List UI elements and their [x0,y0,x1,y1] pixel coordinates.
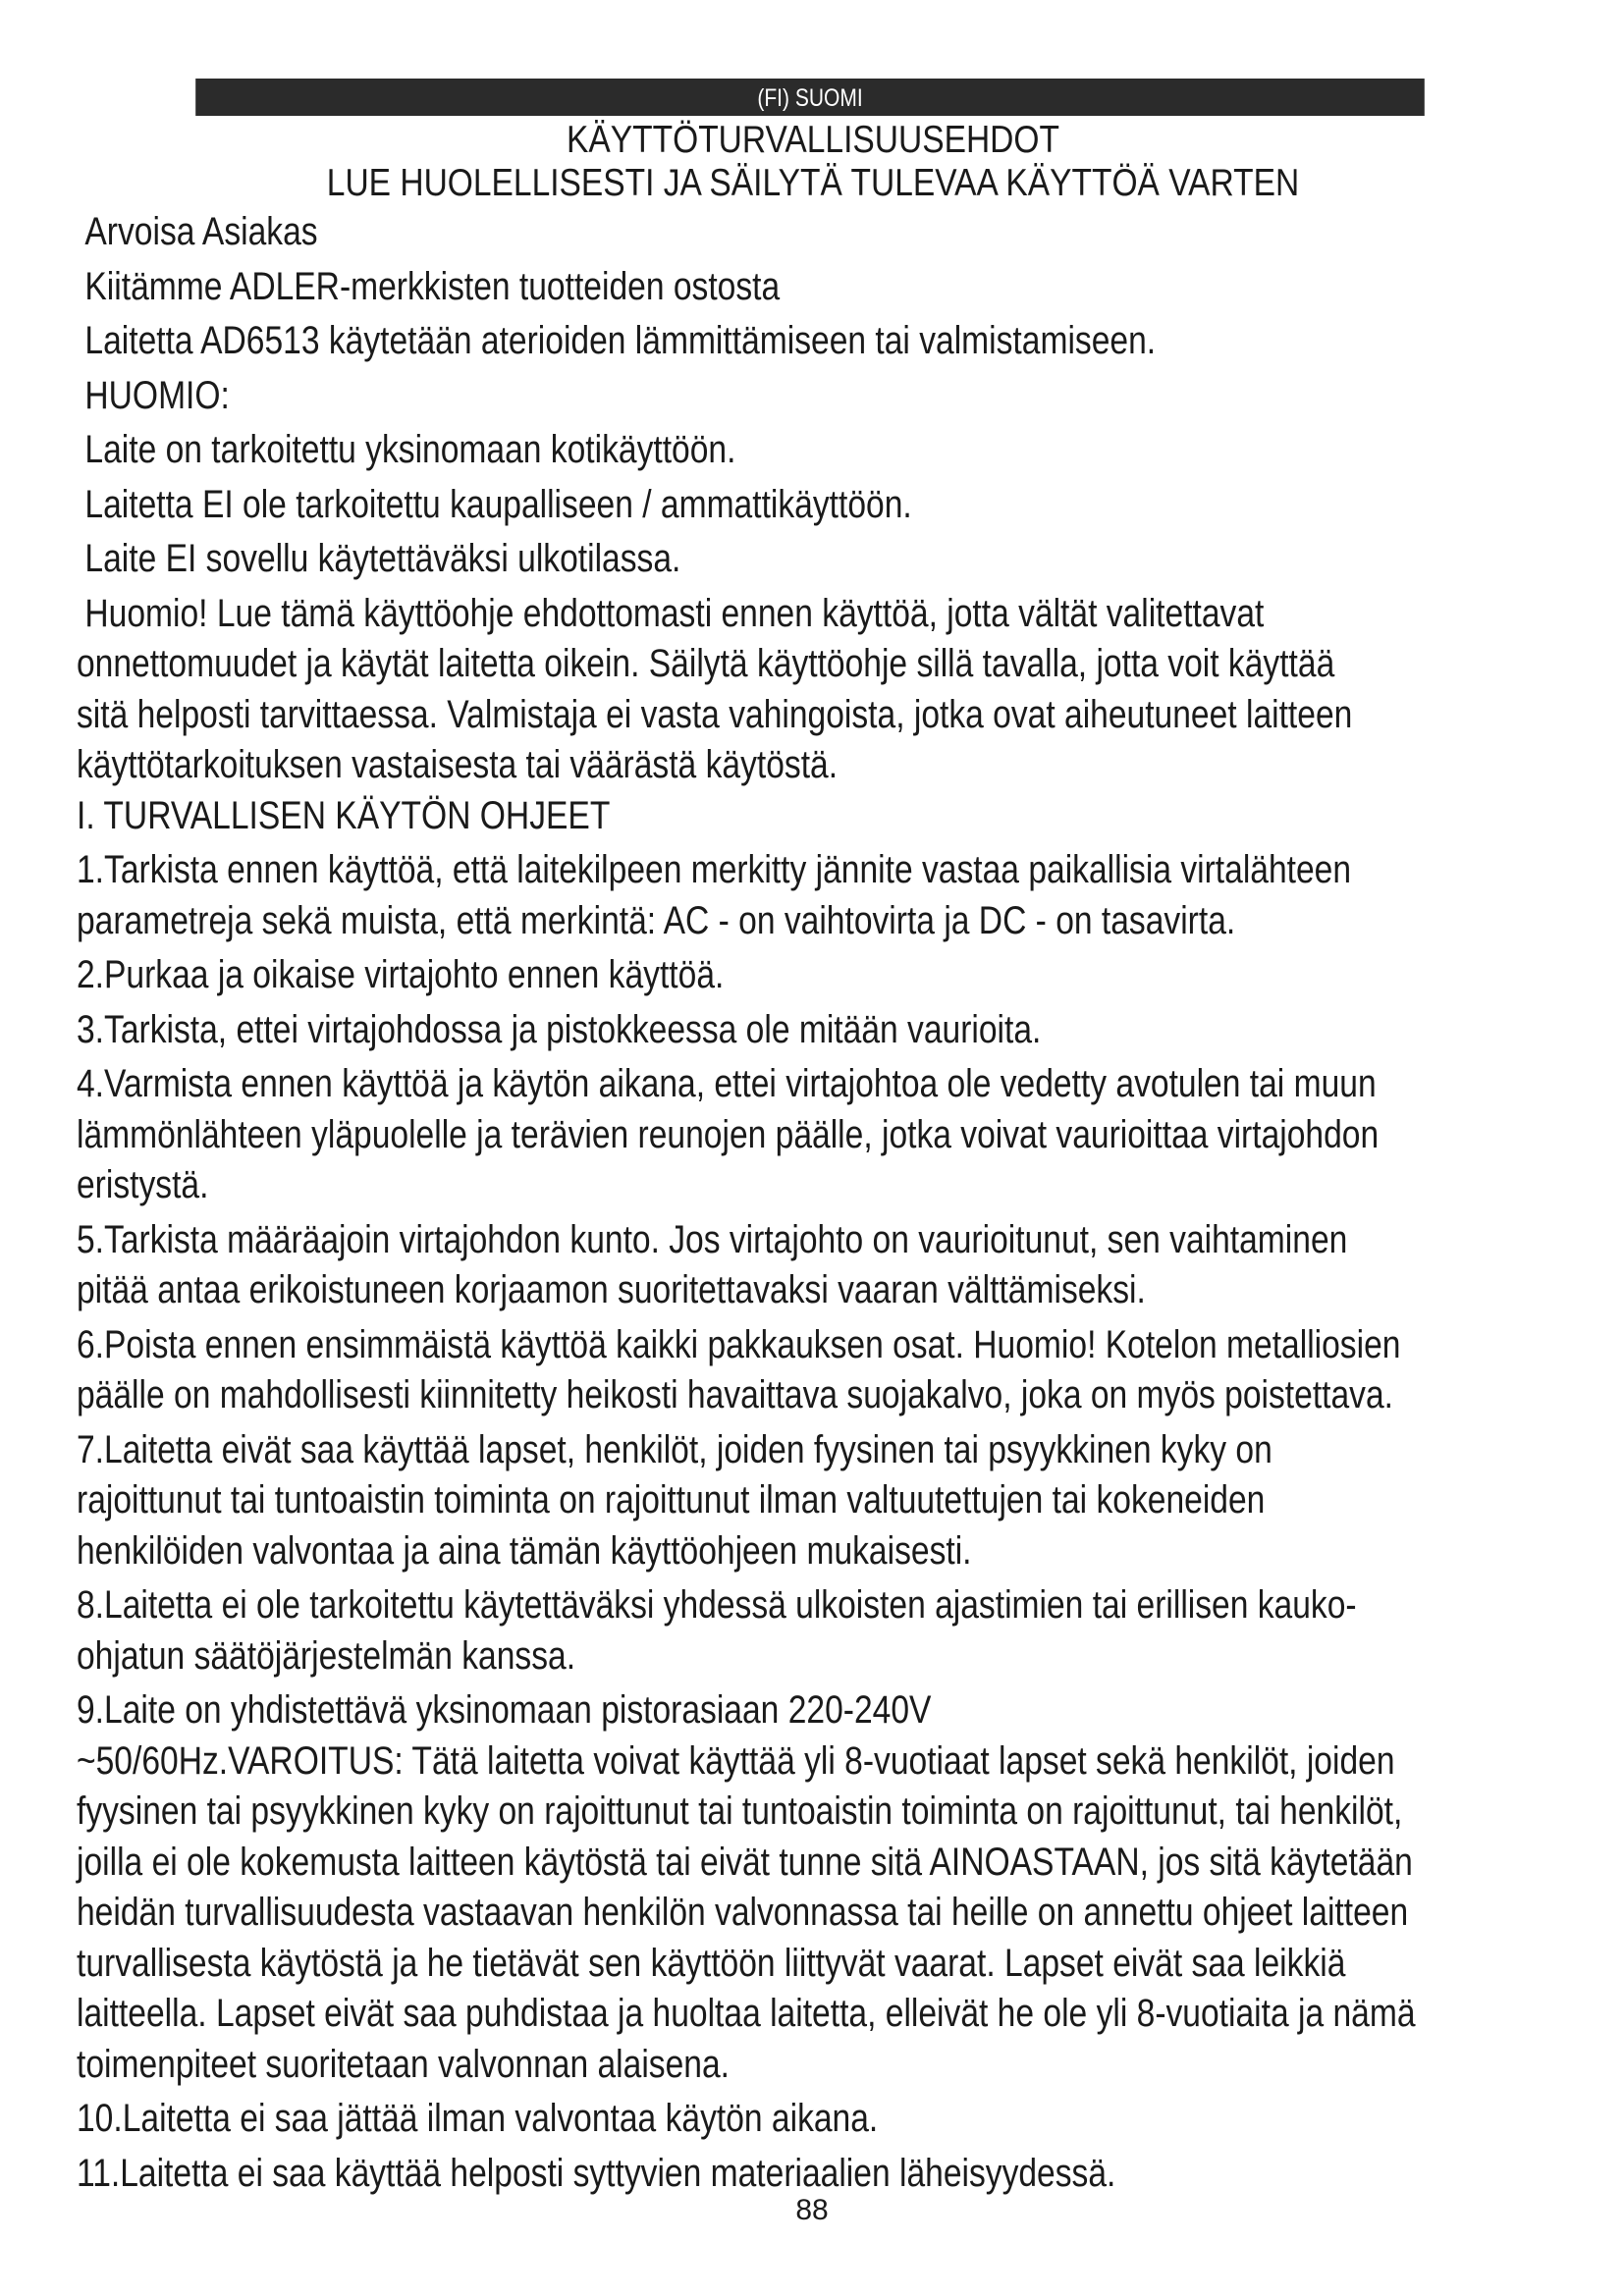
warning-line: onnettomuudet ja käytät laitetta oikein. Säilytä käyttöohje sillä tavalla, jotta voit käyttää [77,642,1335,685]
list-item-line: henkilöiden valvontaa ja aina tämän käyttöohjeen mukaisesti. [77,1528,972,1573]
document-title: KÄYTTÖTURVALLISUUSEHDOT [567,119,1059,161]
intro-line: Kiitämme ADLER-merkkisten tuotteiden ostosta [84,264,781,308]
list-item-line: 5.Tarkista määräajoin virtajohdon kunto. Jos virtajohto on vaurioitunut, sen vaihtaminen [77,1217,1348,1261]
document-subtitle: LUE HUOLELLISESTI JA SÄILYTÄ TULEVAA KÄYTTÖÄ VARTEN [326,162,1300,204]
intro-line: Laitetta AD6513 käytetään aterioiden lämmittämiseen tai valmistamiseen. [84,319,1157,362]
list-item-line: päälle on mahdollisesti kiinnitetty heikosti havaittava suojakalvo, joka on myös poistettava. [77,1373,1394,1416]
warning-line: sitä helposti tarvittaessa. Valmistaja ei vasta vahingoista, jotka ovat aiheutuneet laitteen [77,692,1353,736]
list-item-line: 8.Laitetta ei ole tarkoitettu käytettäväksi yhdessä ulkoisten ajastimien tai erillisen kauko- [77,1583,1357,1627]
list-item-line: parametreja sekä muista, että merkintä: AC - on vaihtovirta ja DC - on tasavirta. [77,898,1236,942]
document-body [77,119,1549,2199]
page-number: 88 [795,2194,829,2226]
warning-line: käyttötarkoituksen vastaisesta tai väärästä käytöstä. [77,743,839,786]
intro-line: Laite EI sovellu käytettäväksi ulkotilassa. [84,537,681,580]
notice-label: HUOMIO: [84,373,230,417]
list-item-line: 1.Tarkista ennen käyttöä, että laitekilpeen merkitty jännite vastaa paikallisia virtalähteen [77,848,1352,891]
warning-line: Huomio! Lue tämä käyttöohje ehdottomasti ennen käyttöä, jotta vältät valitettavat [84,591,1265,635]
list-item-line: 7.Laitetta eivät saa käyttää lapset, henkilöt, joiden fyysinen tai psyykkinen kyky on [77,1427,1272,1471]
list-item-line: 9.Laite on yhdistettävä yksinomaan pistorasiaan 220-240V [77,1688,932,1732]
list-item-line: pitää antaa erikoistuneen korjaamon suoritettavaksi vaaran välttämiseksi. [77,1268,1146,1311]
list-item-line: 11.Laitetta ei saa käyttää helposti syttyvien materiaalien läheisyydessä. [77,2151,1116,2195]
list-item-line: 10.Laitetta ei saa jättää ilman valvontaa käytön aikana. [77,2097,879,2140]
list-item-line: lämmönlähteen yläpuolelle ja terävien reunojen päälle, jotka voivat vaurioittaa virtajohdon [77,1112,1380,1156]
section-heading: I. TURVALLISEN KÄYTÖN OHJEET [77,793,611,837]
list-item-line: heidän turvallisuudesta vastaavan henkilön valvonnassa tai heille on annettu ohjeet laitteen [77,1891,1409,1934]
list-item-line: joilla ei ole kokemusta laitteen käytöstä tai eivät tunne sitä AINOASTAAN, jos sitä käytetään [77,1840,1413,1884]
intro-line: Laitetta EI ole tarkoitettu kaupalliseen / ammattikäyttöön. [84,482,912,526]
intro-line: Laite on tarkoitettu yksinomaan kotikäyttöön. [84,428,736,471]
list-item-line: fyysinen tai psyykkinen kyky on rajoittunut tai tuntoaistin toiminta on rajoittunut, tai henkilöt, [77,1789,1403,1833]
list-item-line: 3.Tarkista, ettei virtajohdossa ja pistokkeessa ole mitään vaurioita. [77,1007,1042,1051]
list-item-line: 6.Poista ennen ensimmäistä käyttöä kaikki pakkauksen osat. Huomio! Kotelon metalliosien [77,1322,1401,1366]
list-item-line: laitteella. Lapset eivät saa puhdistaa ja huoltaa laitetta, elleivät he ole yli 8-vuotiaita ja nämä [77,1992,1416,2035]
list-item-line: toimenpiteet suoritetaan valvonnan alaisena. [77,2042,730,2086]
list-item-line: eristystä. [77,1163,209,1206]
list-item-line: ohjatun säätöjärjestelmän kanssa. [77,1633,576,1678]
list-item-line: 2.Purkaa ja oikaise virtajohto ennen käyttöä. [77,953,725,996]
language-bar: (FI) SUOMI [195,79,1425,116]
list-item-line: rajoittunut tai tuntoaistin toiminta on rajoittunut ilman valtuutettujen tai kokeneiden [77,1478,1266,1522]
list-item-line: 4.Varmista ennen käyttöä ja käytön aikana, ettei virtajohtoa ole vedetty avotulen tai muun [77,1062,1377,1105]
salutation: Arvoisa Asiakas [84,210,318,253]
list-item-line: ~50/60Hz.VAROITUS: Tätä laitetta voivat käyttää yli 8-vuotiaat lapset sekä henkilöt, joiden [77,1738,1395,1783]
list-item-line: turvallisesta käytöstä ja he tietävät sen käyttöön liittyvät vaarat. Lapset eivät saa leikkiä [77,1941,1346,1985]
